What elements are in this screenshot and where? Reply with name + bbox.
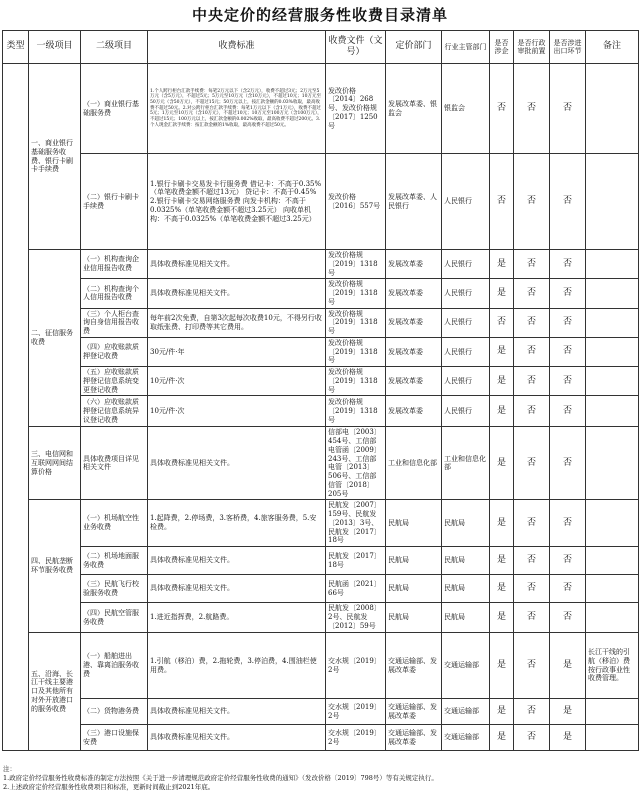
level2-cell: （一）船舶进出港、靠离泊服务收费: [81, 633, 148, 699]
table-row: [3, 575, 639, 603]
import-cell: 否: [550, 603, 586, 633]
corp-cell: 是: [490, 279, 514, 308]
dept-cell: 发展改革委、人民银行: [386, 154, 442, 250]
standard-cell: 30元/件·年: [148, 337, 326, 366]
standard-cell: 具体收费标准见相关文件。: [148, 279, 326, 308]
dept-cell: 交通运输部、发展改革委: [386, 633, 442, 699]
corp-cell: 是: [490, 337, 514, 366]
import-cell: 是: [550, 633, 586, 699]
note-cell: [586, 575, 639, 603]
header-doc: 收费文件（文号）: [326, 31, 386, 64]
approval-cell: 否: [514, 367, 550, 396]
doc-cell: 信部电〔2003〕454号、工信部电管函〔2009〕243号、工信部电管〔2013〕506号、工信部信管〔2018〕205号: [326, 427, 386, 500]
note-cell: [586, 396, 639, 427]
corp-cell: 是: [490, 603, 514, 633]
table-row: [3, 500, 639, 547]
note-line: 2.上述政府定价经营服务性收费项目和标准，更新时间截止到2021年底。: [3, 783, 215, 791]
header-standard: 收费标准: [148, 31, 326, 64]
approval-cell: 否: [514, 633, 550, 699]
table-row: [3, 603, 639, 633]
corp-cell: 是: [490, 699, 514, 725]
dept-cell: 发展改革委、银监会: [386, 64, 442, 154]
level2-cell: （四）应收账款质押登记收费: [81, 337, 148, 366]
doc-cell: 交水规〔2019〕2号: [326, 633, 386, 699]
corp-cell: 否: [490, 64, 514, 154]
approval-cell: 否: [514, 427, 550, 500]
doc-cell: 发改价格〔2014〕268号、发改价格规〔2017〕1250号: [326, 64, 386, 154]
corp-cell: 是: [490, 547, 514, 575]
industry-cell: 民航局: [442, 547, 490, 575]
doc-cell: 发改价格规〔2019〕1318号: [326, 250, 386, 279]
level1-cell: 三、电信网和互联网网间结算价格: [29, 427, 81, 500]
dept-cell: 发展改革委: [386, 367, 442, 396]
header-dept: 定价部门: [386, 31, 442, 64]
fee-catalog-table: [2, 30, 639, 751]
level2-cell: （三）个人柜台查询自身信用报告收费: [81, 308, 148, 337]
standard-cell: 1.银行卡刷卡交易发卡行服务费 借记卡：不高于0.35%（单笔收费金额不超过13元） 贷记卡：不高于0.45% 2.银行卡刷卡交易网络服务费 向发卡机构：不高于0.0325%（单笔收费金额不超过3.25元） 向收单机构：不高于0.0325%（单笔收费金额不超过3.25元）: [148, 154, 326, 250]
dept-cell: 民航局: [386, 575, 442, 603]
industry-cell: 人民银行: [442, 308, 490, 337]
approval-cell: 否: [514, 500, 550, 547]
note-cell: [586, 427, 639, 500]
level1-cell: 二、征信服务收费: [29, 250, 81, 427]
doc-cell: 发改价格规〔2019〕1318号: [326, 337, 386, 366]
doc-cell: 发改价格规〔2019〕1318号: [326, 396, 386, 427]
note-cell: [586, 250, 639, 279]
import-cell: 否: [550, 500, 586, 547]
note-line: 1.政府定价经营服务性收费标准的制定方法按照《关于进一步清理规范政府定价经营服务性收费的通知》（发改价格〔2019〕798号）等有关规定执行。: [3, 774, 438, 782]
standard-cell: 具体收费标准见相关文件。: [148, 427, 326, 500]
dept-cell: 发展改革委: [386, 250, 442, 279]
standard-cell: 具体收费标准见相关文件。: [148, 725, 326, 751]
import-cell: 否: [550, 250, 586, 279]
standard-cell: 10元/件·次: [148, 367, 326, 396]
level2-cell: （二）银行卡刷卡手续费: [81, 154, 148, 250]
doc-cell: 交水规〔2019〕2号: [326, 725, 386, 751]
corp-cell: 是: [490, 725, 514, 751]
doc-cell: 发改价格规〔2019〕1318号: [326, 308, 386, 337]
import-cell: 否: [550, 64, 586, 154]
header-note: 备注: [586, 31, 639, 64]
header-import: 是否涉进出口环节: [550, 31, 586, 64]
level2-cell: （一）商业银行基础服务费: [81, 64, 148, 154]
industry-cell: 人民银行: [442, 154, 490, 250]
table-row: [3, 633, 639, 699]
note-cell: [586, 337, 639, 366]
approval-cell: 否: [514, 603, 550, 633]
level2-cell: （二）机构查询个人信用报告收费: [81, 279, 148, 308]
industry-cell: 人民银行: [442, 337, 490, 366]
header-level1: 一级项目: [29, 31, 81, 64]
table-row: [3, 427, 639, 500]
standard-cell: 具体收费标准见相关文件。: [148, 575, 326, 603]
note-cell: 长江干线的引航（移泊）费按行政事业性收费管理。: [586, 633, 639, 699]
industry-cell: 民航局: [442, 575, 490, 603]
approval-cell: 否: [514, 64, 550, 154]
doc-cell: 民航发〔2008〕2号、民航发〔2012〕59号: [326, 603, 386, 633]
dept-cell: 民航局: [386, 603, 442, 633]
corp-cell: 是: [490, 500, 514, 547]
industry-cell: 交通运输部: [442, 725, 490, 751]
standard-cell: 具体收费标准见相关文件。: [148, 250, 326, 279]
level2-cell: （一）机场航空性业务收费: [81, 500, 148, 547]
corp-cell: 是: [490, 367, 514, 396]
note-cell: [586, 279, 639, 308]
industry-cell: 银监会: [442, 64, 490, 154]
doc-cell: 民航发〔2017〕18号: [326, 547, 386, 575]
note-cell: [586, 154, 639, 250]
note-cell: [586, 547, 639, 575]
level2-cell: （六）应收账款质押登记信息系统异议登记收费: [81, 396, 148, 427]
note-cell: [586, 64, 639, 154]
table-row: [3, 154, 639, 250]
header-approval: 是否行政审批前置: [514, 31, 550, 64]
import-cell: 否: [550, 427, 586, 500]
note-cell: [586, 699, 639, 725]
industry-cell: 人民银行: [442, 396, 490, 427]
dept-cell: 发展改革委: [386, 396, 442, 427]
corp-cell: 是: [490, 250, 514, 279]
approval-cell: 否: [514, 699, 550, 725]
approval-cell: 否: [514, 337, 550, 366]
industry-cell: 交通运输部: [442, 699, 490, 725]
dept-cell: 发展改革委: [386, 279, 442, 308]
standard-cell: 1.起降费，2.停场费，3.客桥费，4.旅客服务费，5.安检费。: [148, 500, 326, 547]
header-row: [3, 31, 639, 64]
dept-cell: 交通运输部、发展改革委: [386, 725, 442, 751]
import-cell: 否: [550, 337, 586, 366]
dept-cell: 工业和信息化部: [386, 427, 442, 500]
standard-cell: 1.进近指挥费，2.航路费。: [148, 603, 326, 633]
approval-cell: 否: [514, 396, 550, 427]
approval-cell: 否: [514, 308, 550, 337]
doc-cell: 发改价格〔2016〕557号: [326, 154, 386, 250]
standard-cell: 具体收费标准见相关文件。: [148, 699, 326, 725]
level2-cell: （三）民航飞行校验服务收费: [81, 575, 148, 603]
industry-cell: 人民银行: [442, 279, 490, 308]
level2-cell: （三）港口设施保安费: [81, 725, 148, 751]
doc-cell: 民航函〔2021〕66号: [326, 575, 386, 603]
corp-cell: 是: [490, 427, 514, 500]
level2-cell: （二）货物港务费: [81, 699, 148, 725]
note-cell: [586, 725, 639, 751]
doc-cell: 发改价格规〔2019〕1318号: [326, 279, 386, 308]
table-row: [3, 64, 639, 154]
approval-cell: 否: [514, 575, 550, 603]
import-cell: 是: [550, 725, 586, 751]
corp-cell: 否: [490, 308, 514, 337]
corp-cell: 是: [490, 633, 514, 699]
import-cell: 否: [550, 279, 586, 308]
note-cell: [586, 308, 639, 337]
table-row: [3, 367, 639, 396]
dept-cell: 交通运输部、发展改革委: [386, 699, 442, 725]
table-row: [3, 308, 639, 337]
corp-cell: 否: [490, 154, 514, 250]
dept-cell: 民航局: [386, 500, 442, 547]
header-corp: 是否涉企: [490, 31, 514, 64]
standard-cell: 1.引航（移泊）费，2.拖轮费，3.停泊费，4.围油栏使用费。: [148, 633, 326, 699]
import-cell: 否: [550, 575, 586, 603]
dept-cell: 民航局: [386, 547, 442, 575]
table-row: [3, 547, 639, 575]
dept-cell: 发展改革委: [386, 337, 442, 366]
industry-cell: 民航局: [442, 603, 490, 633]
doc-cell: 发改价格规〔2019〕1318号: [326, 367, 386, 396]
dept-cell: 发展改革委: [386, 308, 442, 337]
level2-cell: （四）民航空管服务收费: [81, 603, 148, 633]
approval-cell: 否: [514, 250, 550, 279]
notes-label: 注：: [3, 765, 16, 773]
import-cell: 否: [550, 396, 586, 427]
doc-cell: 交水规〔2019〕2号: [326, 699, 386, 725]
header-level2: 二级项目: [81, 31, 148, 64]
import-cell: 否: [550, 547, 586, 575]
import-cell: 否: [550, 367, 586, 396]
note-cell: [586, 603, 639, 633]
header-industry: 行业主管部门: [442, 31, 490, 64]
industry-cell: 人民银行: [442, 250, 490, 279]
level1-cell: 四、民航垄断环节服务收费: [29, 500, 81, 633]
table-row: [3, 725, 639, 751]
table-row: [3, 699, 639, 725]
corp-cell: 是: [490, 575, 514, 603]
footnotes: [3, 765, 637, 792]
industry-cell: 工业和信息化部: [442, 427, 490, 500]
approval-cell: 否: [514, 547, 550, 575]
level2-cell: （一）机构查询企业信用报告收费: [81, 250, 148, 279]
standard-cell: 具体收费标准见相关文件。: [148, 547, 326, 575]
corp-cell: 是: [490, 396, 514, 427]
level1-cell: 五、沿海、长江干线主要港口及其他所有对外开放港口的服务收费: [29, 633, 81, 751]
table-row: [3, 250, 639, 279]
standard-cell: 每年前2次免费，自第3次起每次收费10元，不得另行收取纸张费、打印费等其它费用。: [148, 308, 326, 337]
level2-cell: 具体收费项目详见相关文件: [81, 427, 148, 500]
table-row: [3, 279, 639, 308]
industry-cell: 民航局: [442, 500, 490, 547]
approval-cell: 否: [514, 725, 550, 751]
approval-cell: 否: [514, 154, 550, 250]
doc-cell: 民航发〔2007〕159号、民航发〔2013〕3号、民航发〔2017〕18号: [326, 500, 386, 547]
standard-cell: 10元/件·次: [148, 396, 326, 427]
note-cell: [586, 500, 639, 547]
industry-cell: 人民银行: [442, 367, 490, 396]
note-cell: [586, 367, 639, 396]
import-cell: 是: [550, 699, 586, 725]
level2-cell: （二）机场地面服务收费: [81, 547, 148, 575]
table-row: [3, 396, 639, 427]
page-title: 中央定价的经营服务性收费目录清单: [191, 6, 448, 24]
import-cell: 否: [550, 154, 586, 250]
approval-cell: 否: [514, 279, 550, 308]
standard-cell: 1.个人跨行柜台汇款手续费：每笔2万元以下（含2万元），收费不超过3元；2万元至5万元（含5万元），不超过5元；5万元至10万元（含10万元），不超过10元；10万元至50万元（含50万元），不超过15元；50万元以上，按汇款金额的0.03%收取，最高收费不超过50元。2.对公跨行柜台汇款手续费：每笔1万元以下（含1万元），收费不超过5元；1万元至10万元（含10万元），不超过10元；10万元至100万元（含100万元），不超过15元；100万元以上，按汇款金额的0.002%收取，最高收费不超过200元。3.个人现金汇款手续费：按汇款金额的1%收取，最高收费不超过50元。: [148, 64, 326, 154]
industry-cell: 交通运输部: [442, 633, 490, 699]
level1-cell: 一、商业银行基础服务收费、银行卡刷卡手续费: [29, 64, 81, 250]
import-cell: 否: [550, 308, 586, 337]
table-row: [3, 337, 639, 366]
type-cell: [3, 64, 29, 751]
header-type: 类型: [3, 31, 29, 64]
level2-cell: （五）应收账款质押登记信息系统变更登记收费: [81, 367, 148, 396]
